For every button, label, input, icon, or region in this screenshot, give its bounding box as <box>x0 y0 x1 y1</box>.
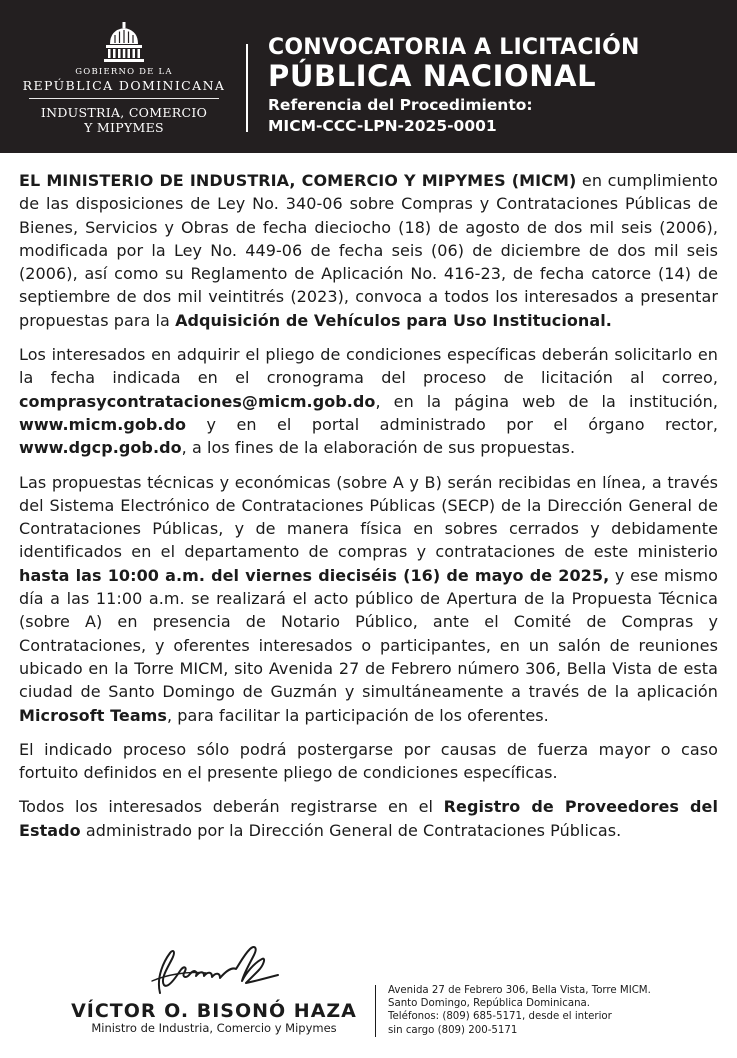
submission-deadline: hasta las 10:00 a.m. del viernes dieciséis (16) de mayo de 2025, <box>19 565 610 585</box>
institution-name: EL MINISTERIO DE INDUSTRIA, COMERCIO Y MIPYMES (MICM) <box>19 171 577 190</box>
notice-body <box>19 169 718 853</box>
paragraph-postponement <box>19 738 718 785</box>
specifications-text-2: , en la página web de la institución, <box>375 391 718 411</box>
footer <box>0 935 737 1058</box>
postponement-text: El indicado proceso sólo podrá postergarse por causas de fuerza mayor o caso fortuito definidos en el presente pliego de condiciones específicas. <box>19 739 718 783</box>
specifications-text-3: y en el portal administrado por el órgano rector, <box>186 414 718 434</box>
title-block <box>268 35 728 137</box>
address-line: Teléfonos: (809) 685-5171, desde el interior <box>388 1011 612 1023</box>
registration-text-2: administrado por la Dirección General de Contrataciones Públicas. <box>80 820 622 840</box>
notice-title-line2: PÚBLICA NACIONAL <box>268 59 597 93</box>
submission-text-1: Las propuestas técnicas y económicas (sobre A y B) serán recibidas en línea, a través del Sistema Electrónico de Contrataciones Públicas (SECP) de la Dirección General de Contrataciones Públicas, y de manera física en sobres cerrados y debidamente identificados en el departamento de compras y contrataciones de este ministerio <box>19 472 718 562</box>
institution-website[interactable]: www.micm.gob.do <box>19 414 187 434</box>
meeting-app: Microsoft Teams <box>19 705 168 725</box>
header-banner <box>0 0 737 153</box>
address-line: Avenida 27 de Febrero 306, Bella Vista, Torre MICM. <box>388 985 651 996</box>
contact-email[interactable]: comprasycontrataciones@micm.gob.do <box>19 391 376 411</box>
footer-divider <box>375 985 376 1037</box>
procurement-subject: Adquisición de Vehículos para Uso Institucional. <box>175 310 612 330</box>
convocation-text: en cumplimiento de las disposiciones de Ley No. 340-06 sobre Compras y Contrataciones Públicas de Bienes, Servicios y Obras de fecha dieciocho (18) de agosto de dos mil seis (2006), modificada por la Ley No. 449-06 de fecha seis (06) de diciembre de dos mil seis (2006), así como su Reglamento de Aplicación No. 416-23, de fecha catorce (14) de septiembre de dos mil veintitrés (2023), convoca a todos los interesados a presentar propuestas para la <box>19 171 718 330</box>
address-line: Santo Domingo, República Dominicana. <box>388 998 591 1010</box>
ministry-label-line1: INDUSTRIA, COMERCIO <box>40 105 208 120</box>
paragraph-convocation <box>19 169 718 332</box>
paragraph-submission <box>19 471 718 727</box>
submission-text-2: y ese mismo día a las 11:00 a.m. se realizará el acto público de Apertura de la Propuesta Técnica (sobre A) en presencia de Notario Público, ante el Comité de Compras y Contrataciones, y oferentes interesados o participantes, en un salón de reuniones ubicado en la Torre MICM, sito Avenida 27 de Febrero número 306, Bella Vista de esta ciudad de Santo Domingo de Guzmán y simultáneamente a través de la aplicación <box>19 565 718 702</box>
paragraph-specifications <box>19 343 718 459</box>
paragraph-registration <box>19 795 718 842</box>
government-logo <box>18 22 230 135</box>
reference-code: MICM-CCC-LPN-2025-0001 <box>268 117 497 135</box>
specifications-text-4: , a los fines de la elaboración de sus propuestas. <box>181 438 576 458</box>
signature-image <box>146 941 286 999</box>
republic-label: REPÚBLICA DOMINICANA <box>22 78 226 93</box>
signer-name: VÍCTOR O. BISONÓ HAZA <box>71 1000 357 1022</box>
signer-title: Ministro de Industria, Comercio y Mipymes <box>91 1021 337 1035</box>
logo-divider <box>29 98 219 99</box>
address-line: sin cargo (809) 200-5171 <box>388 1024 518 1036</box>
government-label: GOBIERNO DE LA <box>75 67 173 77</box>
contact-address <box>388 984 728 1037</box>
submission-text-3: , para facilitar la participación de los oferentes. <box>167 705 549 725</box>
specifications-text-1: Los interesados en adquirir el pliego de condiciones específicas deberán solicitarlo en la fecha indicada en el cronograma del proceso de licitación al correo, <box>19 345 718 388</box>
header-divider <box>246 44 248 132</box>
ministry-label-line2: Y MIPYMES <box>84 120 164 135</box>
procurement-portal[interactable]: www.dgcp.gob.do <box>19 438 182 458</box>
registration-text-1: Todos los interesados deberán registrarse en el <box>19 797 444 817</box>
reference-label: Referencia del Procedimiento: <box>268 96 533 114</box>
notice-title-line1: CONVOCATORIA A LICITACIÓN <box>268 35 640 60</box>
supplier-registry: Registro de Proveedores del Estado <box>19 797 719 840</box>
capitol-dome-icon <box>102 22 146 64</box>
